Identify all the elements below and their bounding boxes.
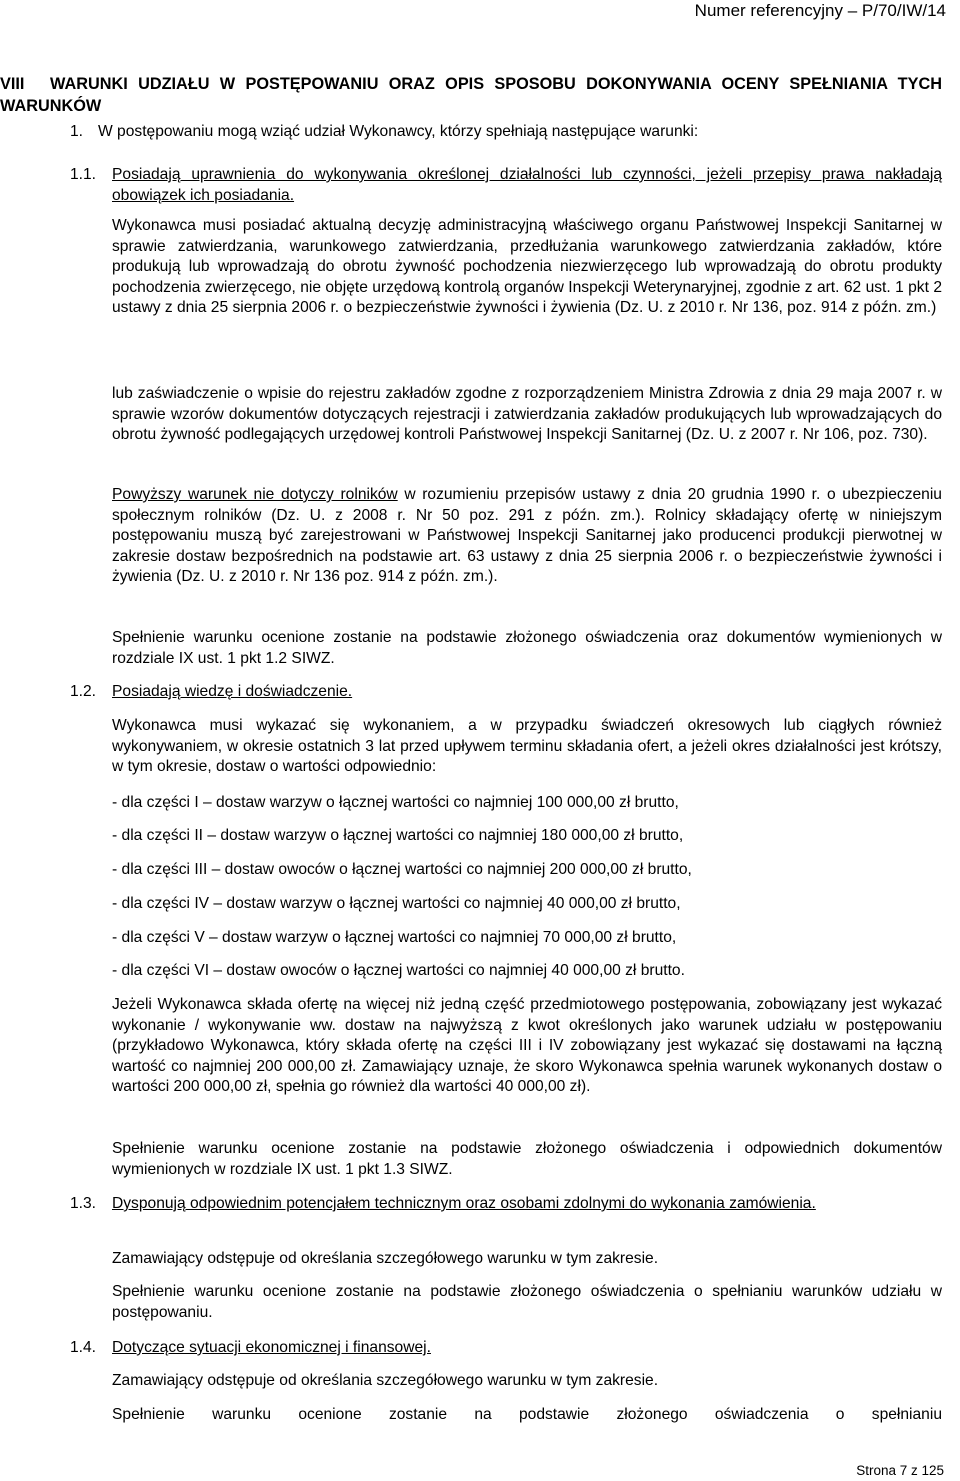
- section-title-text: WARUNKI UDZIAŁU W POSTĘPOWANIU ORAZ OPIS SPOSOBU DOKONYWANIA OCENY SPEŁNIANIA TYCH WARUNKÓW: [0, 75, 942, 115]
- intro-text: W postępowaniu mogą wziąć udział Wykonawcy, którzy spełniają następujące warunki:: [98, 123, 699, 140]
- condition-1-1-paragraph-2: lub zaświadczenie o wpisie do rejestru zakładów zgodne z rozporządzeniem Ministra Zdrowia z dnia 29 maja 2007 r. w sprawie wzorów dokumentów dotyczących rejestracji i zatwierdzania zakładów produkujących lub wprowadzających do obrotu żywność podlegających urzędowej kontroli Państwowej Inspekcji Sanitarnej (Dz. U. z 2007 r. Nr 106, poz. 730).: [112, 385, 942, 444]
- intro-number: 1.: [70, 123, 84, 140]
- condition-1-3-paragraph-2: Spełnienie warunku ocenione zostanie na podstawie złożonego oświadczenia o spełnianiu warunków udziału w postępowaniu.: [112, 1283, 942, 1321]
- section-number: VIII: [0, 75, 25, 93]
- condition-1-1-heading: Posiadają uprawnienia do wykonywania określonej działalności lub czynności, jeżeli przepisy prawa nakładają obowiązek ich posiadania.: [112, 166, 942, 204]
- condition-1-4-number: 1.4.: [70, 1339, 97, 1356]
- list-item: - dla części VI – dostaw owoców o łącznej wartości co najmniej 40 000,00 zł brutto.: [112, 962, 685, 979]
- section-title: [0, 73, 942, 117]
- condition-1-1-paragraph-4: Spełnienie warunku ocenione zostanie na podstawie złożonego oświadczenia oraz dokumentów wymienionych w rozdziale IX ust. 1 pkt 1.2 SIWZ.: [112, 629, 942, 667]
- condition-1-4-heading: Dotyczące sytuacji ekonomicznej i finansowej.: [112, 1339, 431, 1356]
- list-item: - dla części V – dostaw warzyw o łącznej wartości co najmniej 70 000,00 zł brutto,: [112, 929, 677, 946]
- list-item: - dla części II – dostaw warzyw o łącznej wartości co najmniej 180 000,00 zł brutto,: [112, 827, 684, 844]
- condition-1-4-paragraph-2: Spełnienie warunku ocenione zostanie na podstawie złożonego oświadczenia o spełnianiu: [112, 1406, 942, 1423]
- condition-1-1-paragraph-3: [112, 485, 942, 588]
- condition-1-2-paragraph-1: Wykonawca musi wykazać się wykonaniem, a w przypadku świadczeń okresowych lub ciągłych również wykonywaniem, w okresie ostatnich 3 lat przed upływem terminu składania ofert, a jeżeli okres działalności jest krótszy, w tym okresie, dostaw o wartości odpowiednio:: [112, 717, 942, 776]
- condition-1-2-heading: Posiadają wiedzę i doświadczenie.: [112, 683, 353, 700]
- list-item: - dla części III – dostaw owoców o łącznej wartości co najmniej 200 000,00 zł brutto,: [112, 861, 692, 878]
- condition-1-2-paragraph-3: Spełnienie warunku ocenione zostanie na podstawie złożonego oświadczenia i odpowiednich dokumentów wymienionych w rozdziale IX ust. 1 pkt 1.3 SIWZ.: [112, 1140, 942, 1178]
- condition-1-3-paragraph-1: Zamawiający odstępuje od określania szczegółowego warunku w tym zakresie.: [112, 1250, 659, 1267]
- condition-1-3-number: 1.3.: [70, 1195, 97, 1212]
- rolnicy-exception: Powyższy warunek nie dotyczy rolników: [112, 486, 398, 503]
- list-item: - dla części IV – dostaw warzyw o łącznej wartości co najmniej 40 000,00 zł brutto,: [112, 895, 681, 912]
- condition-1-3-heading: Dysponują odpowiednim potencjałem technicznym oraz osobami zdolnymi do wykonania zamówienia.: [112, 1195, 816, 1212]
- condition-1-2-number: 1.2.: [70, 683, 97, 700]
- condition-1-1-number: 1.1.: [70, 166, 97, 183]
- page-number: Strona 7 z 125: [856, 1463, 944, 1478]
- condition-1-4-paragraph-1: Zamawiający odstępuje od określania szczegółowego warunku w tym zakresie.: [112, 1372, 659, 1389]
- reference-number: Numer referencyjny – P/70/IW/14: [694, 1, 946, 20]
- list-item: - dla części I – dostaw warzyw o łącznej wartości co najmniej 100 000,00 zł brutto,: [112, 794, 679, 811]
- condition-1-1-paragraph-3-rest: w rozumieniu przepisów ustawy z dnia 20 grudnia 1990 r. o ubezpieczeniu społecznym rolników (Dz. U. z 2008 r. Nr 50 poz. 291 z późn. zm.). Rolnicy składający ofertę w niniejszym postępowaniu muszą być zarejestrowani w Państwowej Inspekcji Sanitarnej jako producenci produkcji pierwotnej w zakresie dostaw bezpośrednich na podstawie art. 63 ustawy z dnia 25 sierpnia 2006 r. o bezpieczeństwie żywności i żywienia (Dz. U. z 2010 r. Nr 136 poz. 914 z późn. zm.).: [112, 486, 942, 586]
- condition-1-2-paragraph-2: Jeżeli Wykonawca składa ofertę na więcej niż jedną część przedmiotowego postępowania, zobowiązany jest wykazać wykonanie / wykonywanie ww. dostaw na najwyższą z kwot określonych jako warunek udziału w postępowaniu (przykładowo Wykonawca, który składa ofertę na części III i IV zobowiązany jest wykazać się dostawami na łączną wartość co najmniej 200 000,00 zł. Zamawiający uznaje, że skoro Wykonawca spełnia warunek wykonanych dostaw o wartości 200 000,00 zł, spełnia go również dla wartości 40 000,00 zł).: [112, 996, 942, 1096]
- condition-1-1-paragraph-1: Wykonawca musi posiadać aktualną decyzję administracyjną właściwego organu Państwowej Inspekcji Sanitarnej w sprawie zatwierdzania, warunkowego zatwierdzania, przedłużania warunkowego zatwierdzania zakładów, które produkują lub wprowadzają do obrotu żywność pochodzenia niezwierzęcego lub wprowadzają do obrotu produkty pochodzenia zwierzęcego, nie objęte urzędową kontrolą organów Inspekcji Weterynaryjnej, zgodnie z art. 62 ust. 1 pkt 2 ustawy z dnia 25 sierpnia 2006 r. o bezpieczeństwie żywności i żywienia (Dz. U. z 2010 r. Nr 136, poz. 914 z późn. zm.): [112, 217, 942, 317]
